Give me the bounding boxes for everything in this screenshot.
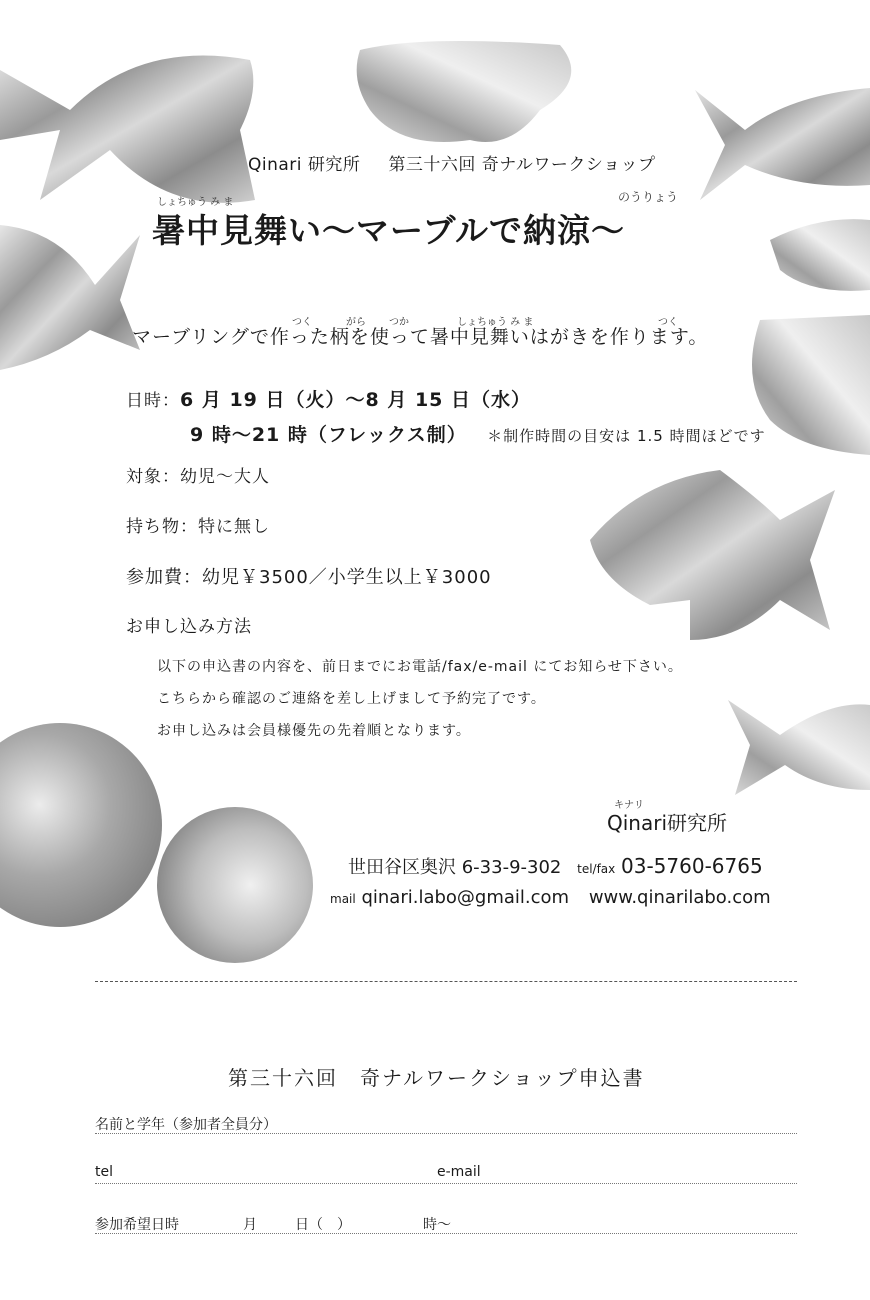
apply-heading: お申し込み方法 — [126, 617, 252, 637]
fish-topleft-shape — [0, 56, 255, 203]
fish-bottomright-shape — [728, 700, 870, 795]
schedule-date-range: 6 月 19 日（火）〜8 月 15 日（水） — [180, 389, 532, 411]
apply-line-2: こちらから確認のご連絡を差し上げまして予約完了です。 — [157, 691, 546, 707]
contact-mail-label: mail — [330, 892, 356, 906]
apply-line-3: お申し込みは会員様優先の先着順となります。 — [157, 723, 471, 739]
contact-org: Qinari研究所 — [607, 811, 728, 835]
schedule-note: ＊制作時間の目安は 1.5 時間ほどです — [487, 427, 766, 445]
contact-mail-line — [330, 887, 771, 908]
schedule-label: 日時： — [126, 391, 180, 411]
target-audience: 対象：幼児〜大人 — [126, 467, 270, 487]
fish-right-small-shape — [770, 219, 870, 291]
form-tel-label: tel — [95, 1164, 113, 1180]
fish-topright-shape — [695, 88, 870, 200]
contact-tel-label: tel/fax — [577, 862, 616, 876]
title-ruby-shochu: しょちゅう み ま — [157, 197, 234, 208]
cut-line — [95, 981, 797, 982]
title-ruby-noryo: のうりょう — [618, 190, 679, 204]
form-day-label: 日（ ） — [295, 1217, 351, 1233]
form-date-label: 参加希望日時 — [95, 1217, 179, 1233]
apply-line-1: 以下の申込書の内容を、前日までにお電話/fax/e-mail にてお知らせ下さい。 — [157, 659, 683, 675]
form-email-label: e-mail — [437, 1164, 481, 1180]
intro-ruby-5: つく — [658, 317, 678, 328]
blob-topcenter-shape — [357, 41, 572, 142]
form-tel-email-field[interactable] — [95, 1183, 797, 1184]
contact-email[interactable]: qinari.labo@gmail.com — [361, 887, 570, 908]
fish-right-big-shape — [590, 470, 835, 640]
form-date-field[interactable] — [95, 1233, 797, 1234]
intro-ruby-4: しょちゅう み ま — [457, 317, 534, 328]
belongings: 持ち物：特に無し — [126, 517, 270, 537]
schedule-dates — [126, 385, 531, 412]
form-time-label: 時〜 — [423, 1217, 451, 1233]
intro-ruby-1: つく — [292, 317, 312, 328]
intro-ruby-3: つか — [389, 317, 409, 328]
page-title: 暑中見舞い〜マーブルで納涼〜 — [152, 211, 626, 250]
marble-circle-small-shape — [157, 807, 313, 963]
contact-ruby: キナリ — [614, 800, 644, 811]
form-name-label: 名前と学年（参加者全員分） — [95, 1117, 277, 1133]
fee: 参加費：幼児￥3500／小学生以上￥3000 — [126, 567, 492, 588]
marble-circle-large-shape — [0, 723, 162, 927]
schedule-hours-line — [190, 420, 766, 447]
header-line — [248, 150, 656, 175]
form-title: 第三十六回 奇ナルワークショップ申込書 — [228, 1066, 645, 1090]
schedule-hours: 9 時〜21 時（フレックス制） — [190, 424, 467, 446]
form-name-field[interactable] — [95, 1133, 797, 1134]
contact-address: 世田谷区奥沢 6-33-9-302 — [348, 857, 562, 878]
fish-left-shape — [0, 225, 140, 370]
intro-text: マーブリングで作った柄を使って暑中見舞いはがきを作ります。 — [132, 326, 709, 348]
form-month-label: 月 — [243, 1217, 257, 1233]
contact-tel: 03-5760-6765 — [621, 854, 763, 878]
contact-address-line — [348, 853, 763, 879]
event-name: 第三十六回 奇ナルワークショップ — [388, 155, 656, 175]
intro-ruby-2: がら — [346, 317, 366, 328]
contact-website[interactable]: www.qinarilabo.com — [588, 887, 771, 908]
org-name: Qinari 研究所 — [248, 155, 361, 175]
fish-right-mid-shape — [752, 315, 870, 455]
